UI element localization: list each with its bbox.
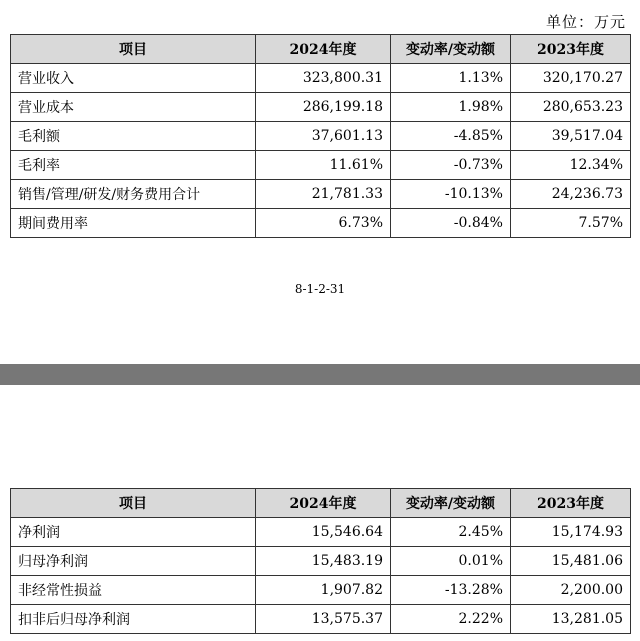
value-2023: 13,281.05 [511, 605, 631, 634]
profit-table [10, 488, 631, 634]
column-header-item: 项目 [11, 35, 256, 64]
value-2023: 280,653.23 [511, 93, 631, 122]
value-change: -0.84% [391, 209, 511, 238]
value-2023: 24,236.73 [511, 180, 631, 209]
row-label: 营业收入 [11, 64, 256, 93]
table-row [11, 93, 631, 122]
page-separator [0, 364, 640, 385]
row-label: 营业成本 [11, 93, 256, 122]
row-label: 销售/管理/研发/财务费用合计 [11, 180, 256, 209]
column-header-2024: 2024年度 [256, 489, 391, 518]
row-label: 净利润 [11, 518, 256, 547]
table-row [11, 122, 631, 151]
value-2024: 13,575.37 [256, 605, 391, 634]
value-change: 2.22% [391, 605, 511, 634]
value-change: 2.45% [391, 518, 511, 547]
table-row [11, 576, 631, 605]
row-label: 归母净利润 [11, 547, 256, 576]
row-label: 期间费用率 [11, 209, 256, 238]
value-2024: 15,546.64 [256, 518, 391, 547]
row-label: 非经常性损益 [11, 576, 256, 605]
column-header-2023: 2023年度 [511, 35, 631, 64]
value-2023: 12.34% [511, 151, 631, 180]
value-2024: 1,907.82 [256, 576, 391, 605]
value-change: 0.01% [391, 547, 511, 576]
column-header-2024: 2024年度 [256, 35, 391, 64]
table-row [11, 180, 631, 209]
value-2023: 39,517.04 [511, 122, 631, 151]
column-header-item: 项目 [11, 489, 256, 518]
value-change: 1.98% [391, 93, 511, 122]
table-row [11, 547, 631, 576]
column-header-2023: 2023年度 [511, 489, 631, 518]
value-change: -13.28% [391, 576, 511, 605]
value-change: -0.73% [391, 151, 511, 180]
value-2024: 6.73% [256, 209, 391, 238]
column-header-change: 变动率/变动额 [391, 35, 511, 64]
value-change: -10.13% [391, 180, 511, 209]
value-2023: 320,170.27 [511, 64, 631, 93]
table-header-row [11, 35, 631, 64]
value-change: -4.85% [391, 122, 511, 151]
value-2023: 15,174.93 [511, 518, 631, 547]
table-row [11, 518, 631, 547]
value-change: 1.13% [391, 64, 511, 93]
table-row [11, 64, 631, 93]
table-header-row [11, 489, 631, 518]
page-number: 8-1-2-31 [294, 282, 346, 296]
column-header-change: 变动率/变动额 [391, 489, 511, 518]
row-label: 扣非后归母净利润 [11, 605, 256, 634]
value-2023: 2,200.00 [511, 576, 631, 605]
value-2024: 11.61% [256, 151, 391, 180]
value-2024: 37,601.13 [256, 122, 391, 151]
value-2024: 15,483.19 [256, 547, 391, 576]
value-2024: 323,800.31 [256, 64, 391, 93]
income-table [10, 34, 631, 238]
row-label: 毛利额 [11, 122, 256, 151]
value-2024: 21,781.33 [256, 180, 391, 209]
table-row [11, 151, 631, 180]
value-2024: 286,199.18 [256, 93, 391, 122]
value-2023: 7.57% [511, 209, 631, 238]
table-row [11, 605, 631, 634]
table-row [11, 209, 631, 238]
value-2023: 15,481.06 [511, 547, 631, 576]
unit-label: 单位：万元 [545, 13, 626, 31]
row-label: 毛利率 [11, 151, 256, 180]
